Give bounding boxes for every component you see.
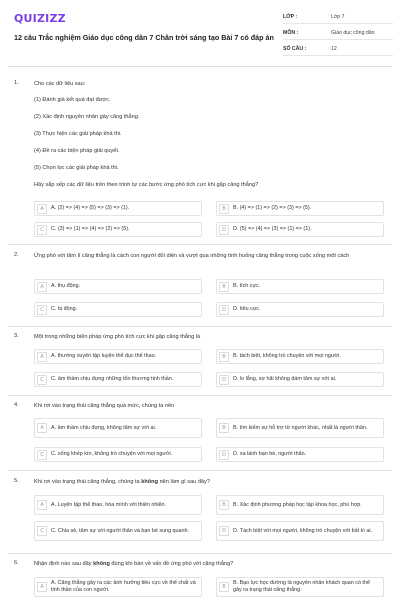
answer-option-c[interactable] xyxy=(34,521,202,541)
answer-option-b[interactable] xyxy=(216,279,384,294)
answer-option-a[interactable] xyxy=(34,279,202,294)
question-text-end: nên làm gì sau đây? xyxy=(158,479,210,485)
question-number: 2. xyxy=(14,252,19,258)
option-text: D. xa lánh bạn bè, người thân. xyxy=(233,451,307,457)
option-letter-badge: A xyxy=(37,500,47,510)
option-letter-badge: A xyxy=(37,423,47,433)
question-number: 4. xyxy=(14,402,19,408)
option-letter-badge: C xyxy=(37,375,47,385)
answer-option-d[interactable] xyxy=(216,372,384,387)
document-header xyxy=(0,0,400,64)
option-text: A. thụ động. xyxy=(51,283,81,289)
answer-option-a[interactable] xyxy=(34,201,202,216)
option-text: A. Căng thẳng gây ra các ảnh hưởng tiêu cực về thể chất và tinh thần của con người. xyxy=(51,580,196,593)
option-text: D. tiêu cực. xyxy=(233,306,261,312)
option-text: B. Bạo lực học đường là nguyên nhân khách quan có thể gây ra trạng thái căng thẳng. xyxy=(233,580,370,593)
answer-option-d[interactable] xyxy=(216,302,384,317)
meta-key: MÔN : xyxy=(283,29,299,36)
option-letter-badge: C xyxy=(37,225,47,235)
question-text-end: đúng khi bàn về vấn đề ứng phó với căng thẳng? xyxy=(109,561,234,567)
option-letter-badge: B xyxy=(219,582,229,592)
answer-option-a[interactable] xyxy=(34,577,202,597)
option-letter-badge: D xyxy=(219,305,229,315)
option-letter-badge: B xyxy=(219,352,229,362)
meta-value: Giáo dục công dân xyxy=(331,29,375,36)
answer-option-b[interactable] xyxy=(216,201,384,216)
question-text: Một trong những biện pháp ứng phó tích cực khi gặp căng thẳng là xyxy=(34,334,201,340)
question-text: Cho các dữ liệu sau: xyxy=(34,81,86,87)
meta-value: Lớp 7 xyxy=(331,13,345,20)
statement-line: (1) Đánh giá kết quả đạt được. xyxy=(34,97,111,103)
answer-option-b[interactable] xyxy=(216,418,384,438)
question-text: Ứng phó với tâm lí căng thẳng là cách con người đối diện và vượt qua những tình huống căng thẳng trong cuộc sống một cách xyxy=(34,253,350,259)
answer-option-c[interactable] xyxy=(34,222,202,237)
option-letter-badge: C xyxy=(37,305,47,315)
statement-line: (3) Thực hiện các giải pháp khả thi. xyxy=(34,131,122,137)
option-letter-badge: D xyxy=(219,526,229,536)
answer-option-b[interactable] xyxy=(216,577,384,597)
statement-line: (4) Đề ra các biện pháp giải quyết. xyxy=(34,148,120,154)
option-letter-badge: A xyxy=(37,582,47,592)
question-number: 6. xyxy=(14,560,19,566)
option-letter-badge: B xyxy=(219,500,229,510)
question-divider xyxy=(8,395,392,396)
option-letter-badge: B xyxy=(219,282,229,292)
option-text: A. (2) => (4) => (5) => (3) => (1). xyxy=(51,205,130,211)
option-letter-badge: B xyxy=(219,204,229,214)
answer-option-b[interactable] xyxy=(216,495,384,515)
option-text: B. tìm kiếm sự hỗ trợ từ người khác, nhất là người thân. xyxy=(233,424,368,431)
question-number: 3. xyxy=(14,333,19,339)
option-text: C. sống khép kín, không trò chuyện với mọi người. xyxy=(51,451,173,457)
question-prompt: Hãy sắp xếp các dữ liệu trên theo trình tự các bước ứng phó tích cực khi gặp căng thẳng? xyxy=(34,182,259,188)
document-title: 12 câu Trắc nghiệm Giáo dục công dân 7 Chân trời sáng tạo Bài 7 có đáp án xyxy=(14,33,274,42)
meta-key: SỐ CÂU : xyxy=(283,45,307,52)
answer-option-a[interactable] xyxy=(34,495,202,515)
meta-value: 12 xyxy=(331,45,337,52)
question-divider xyxy=(8,553,392,554)
option-text: B. Xác định phương pháp học tập khoa học, phù hợp. xyxy=(233,501,362,508)
answer-option-b[interactable] xyxy=(216,349,384,364)
option-text: B. (4) => (1) => (2) => (3) => (5). xyxy=(233,205,312,211)
answer-option-a[interactable] xyxy=(34,418,202,438)
question-divider xyxy=(8,244,392,245)
meta-row-class xyxy=(283,10,393,24)
option-letter-badge: A xyxy=(37,282,47,292)
option-text: C. bị động. xyxy=(51,306,78,312)
question-number: 5. xyxy=(14,478,19,484)
option-text: D. lo lắng, sợ hãi không dám tâm sự với ai. xyxy=(233,376,337,382)
question-number: 1. xyxy=(14,80,19,86)
statement-line: (2) Xác định nguyên nhân gây căng thẳng. xyxy=(34,114,140,120)
meta-row-subject xyxy=(283,26,393,40)
option-text: C. Chia sẻ, tâm sự với người thân và bạn bè xung quanh. xyxy=(51,527,190,534)
question-text-start: Khi rơi vào trạng thái căng thẳng, chúng ta xyxy=(34,479,142,485)
answer-option-a[interactable] xyxy=(34,349,202,364)
option-text: A. thường xuyên tập luyện thể dục thể thao. xyxy=(51,353,157,359)
option-text: C. âm thầm chịu đựng những tổn thương tinh thần. xyxy=(51,376,174,382)
answer-option-d[interactable] xyxy=(216,222,384,237)
option-letter-badge: A xyxy=(37,352,47,362)
meta-key: LỚP : xyxy=(283,13,298,20)
question-divider xyxy=(8,470,392,471)
question-text: Khi rơi vào trạng thái căng thẳng quá mức, chúng ta nên xyxy=(34,403,175,409)
question-keyword: không xyxy=(93,561,110,567)
option-text: C. (3) => (1) => (4) => (2) => (5). xyxy=(51,226,130,232)
meta-table xyxy=(283,10,393,58)
question-divider xyxy=(8,326,392,327)
option-letter-badge: B xyxy=(219,423,229,433)
option-letter-badge: D xyxy=(219,375,229,385)
quizizz-logo: QUIZIZZ xyxy=(14,12,66,25)
option-letter-badge: D xyxy=(219,450,229,460)
option-text: D. (5) => (4) => (3) => (1) => (1). xyxy=(233,226,312,232)
answer-option-c[interactable] xyxy=(34,372,202,387)
question-text xyxy=(34,560,386,568)
statement-line: (5) Chọn lọc các giải pháp khả thi. xyxy=(34,165,119,171)
option-text: A. Luyện tập thể thao, hòa mình với thiên nhiên. xyxy=(51,501,167,508)
question-keyword: không xyxy=(141,479,159,485)
answer-option-d[interactable] xyxy=(216,447,384,462)
answer-option-d[interactable] xyxy=(216,521,384,541)
option-letter-badge: A xyxy=(37,204,47,214)
option-text: B. tách biệt, không trò chuyện với mọi người. xyxy=(233,353,341,359)
question-text-start: Nhận định nào sau đây xyxy=(34,561,94,567)
question-text xyxy=(34,478,386,486)
option-letter-badge: D xyxy=(219,225,229,235)
option-text: B. tích cực. xyxy=(233,283,261,289)
option-letter-badge: C xyxy=(37,526,47,536)
meta-row-count xyxy=(283,42,393,56)
option-letter-badge: C xyxy=(37,450,47,460)
option-text: D. Tách biệt với mọi người, không trò chuyện với bất kì ai. xyxy=(233,527,373,534)
option-text: A. âm thầm chịu đựng, không tâm sự với ai. xyxy=(51,424,157,431)
answer-option-c[interactable] xyxy=(34,302,202,317)
answer-option-c[interactable] xyxy=(34,447,202,462)
header-divider xyxy=(8,66,392,67)
